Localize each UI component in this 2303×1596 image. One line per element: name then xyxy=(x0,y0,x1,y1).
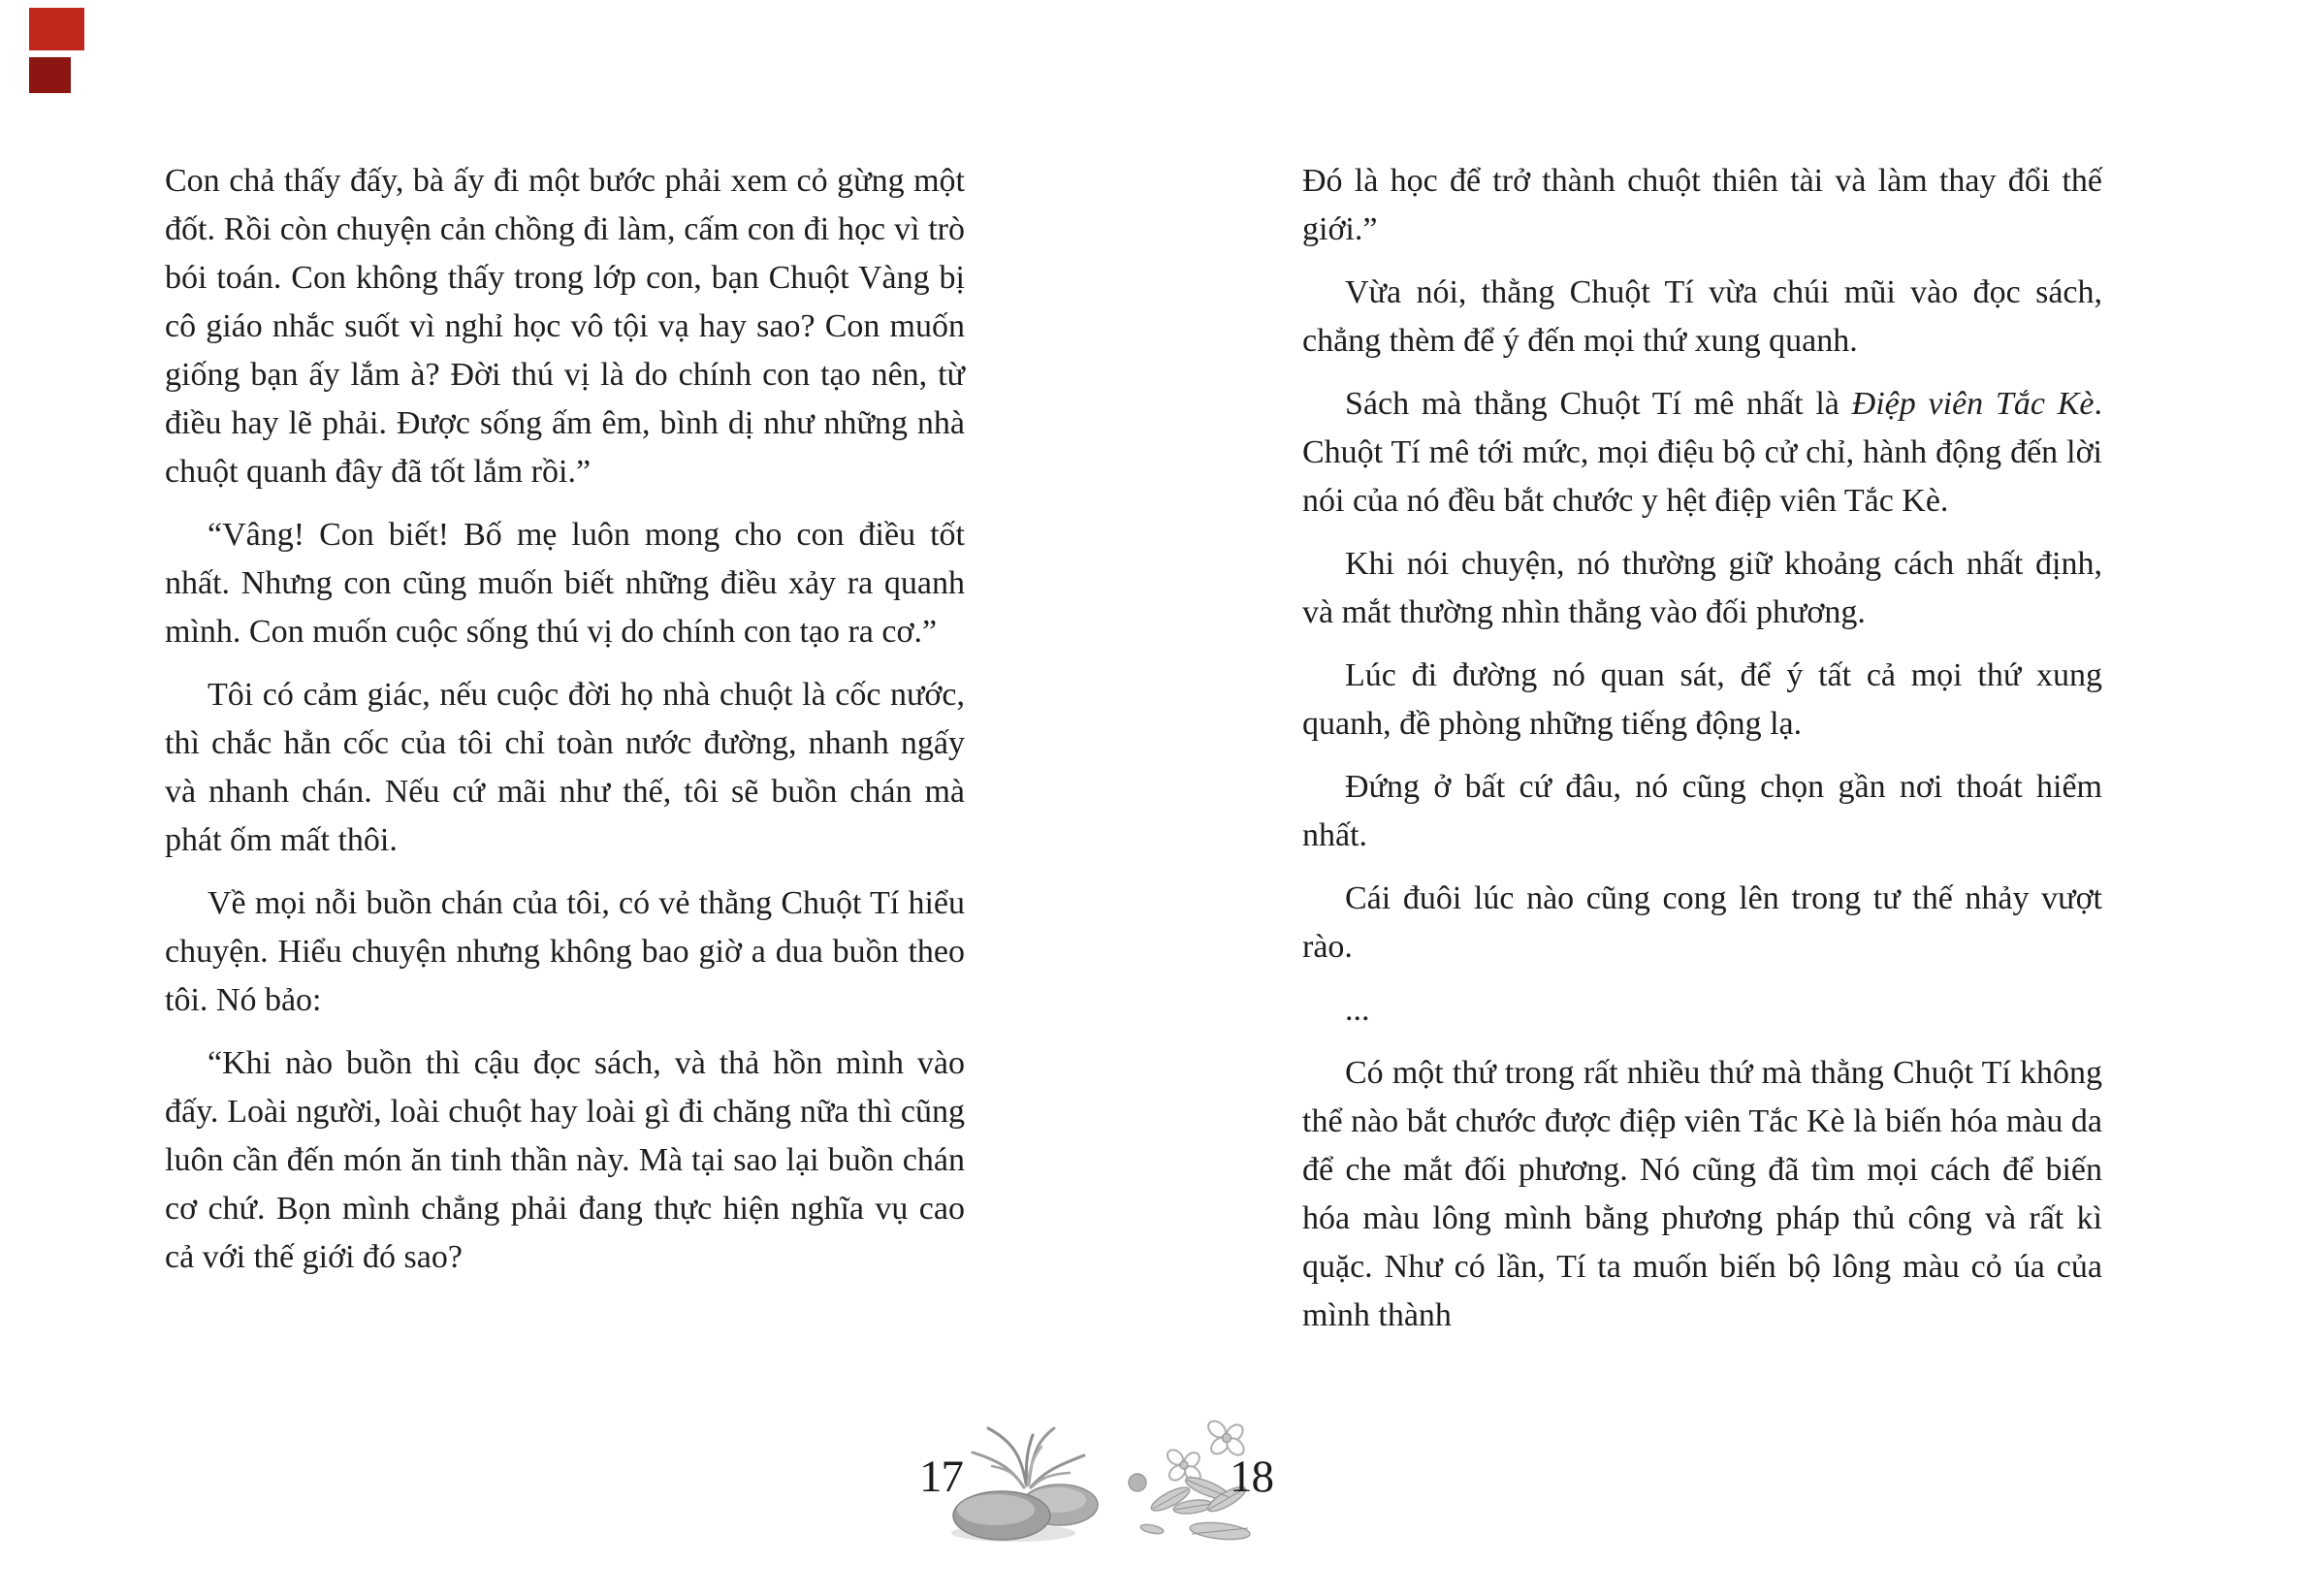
paragraph xyxy=(1302,540,2102,637)
text-run: Về mọi nỗi buồn chán của tôi, có vẻ thằng Chuột Tí hiểu chuyện. Hiểu chuyện nhưng không bao giờ a dua buồn theo tôi. Nó bảo: xyxy=(165,885,965,1018)
paragraph xyxy=(1302,875,2102,972)
book-title-italic: Điệp viên Tắc Kè xyxy=(1851,386,2095,422)
text-run: Cái đuôi lúc nào cũng cong lên trong tư thế nhảy vượt rào. xyxy=(1302,880,2102,965)
paragraph xyxy=(165,511,965,656)
text-run: Có một thứ trong rất nhiều thứ mà thằng Chuột Tí không thể nào bắt chước được điệp viên Tắc Kè là biến hóa màu da để che mắt đối phương. Nó cũng đã tìm mọi cách để biến hóa màu lông mình bằng phương pháp thủ công và rất kì quặc. Như có lần, Tí ta muốn biến bộ lông màu cỏ úa của mình thành xyxy=(1302,1055,2102,1333)
text-run: “Khi nào buồn thì cậu đọc sách, và thả hồn mình vào đấy. Loài người, loài chuột hay loài gì đi chăng nữa thì cũng luôn cần đến món ăn tinh thần này. Mà tại sao lại buồn chán cơ chứ. Bọn mình chẳng phải đang thực hiện nghĩa vụ cao cả với thế giới đó sao? xyxy=(165,1045,965,1275)
paragraph xyxy=(165,671,965,865)
grass-stones-illustration xyxy=(944,1423,1108,1545)
paragraph xyxy=(1302,380,2102,526)
paragraph xyxy=(165,879,965,1025)
paragraph xyxy=(1302,1049,2102,1340)
paragraph xyxy=(1302,986,2102,1035)
text-run: Con chả thấy đấy, bà ấy đi một bước phải xem cỏ gừng một đốt. Rồi còn chuyện cản chồng đi làm, cấm con đi học vì trò bói toán. Con không thấy trong lớp con, bạn Chuột Vàng bị cô giáo nhắc suốt vì nghỉ học vô tội vạ hay sao? Con muốn giống bạn ấy lắm à? Đời thú vị là do chính con tạo nên, từ điều hay lẽ phải. Được sống ấm êm, bình dị như những nhà chuột quanh đây đã tốt lắm rồi.” xyxy=(165,163,965,490)
paragraph xyxy=(165,1039,965,1282)
text-run: Sách mà thằng Chuột Tí mê nhất là xyxy=(1345,386,1852,422)
page-17-text-column xyxy=(165,157,965,1296)
text-run: Khi nói chuyện, nó thường giữ khoảng cách nhất định, và mắt thường nhìn thẳng vào đối phương. xyxy=(1302,546,2102,630)
text-run: Tôi có cảm giác, nếu cuộc đời họ nhà chuột là cốc nước, thì chắc hẳn cốc của tôi chỉ toàn nước đường, nhanh ngấy và nhanh chán. Nếu cứ mãi như thế, tôi sẽ buồn chán mà phát ốm mất thôi. xyxy=(165,677,965,858)
page-number-17: 17 xyxy=(919,1452,963,1502)
red-square-mark-2 xyxy=(29,57,71,93)
red-square-mark-1 xyxy=(29,8,84,50)
text-run: Vừa nói, thằng Chuột Tí vừa chúi mũi vào đọc sách, chẳng thèm để ý đến mọi thứ xung quanh. xyxy=(1302,274,2102,359)
text-run: Lúc đi đường nó quan sát, để ý tất cả mọi thứ xung quanh, đề phòng những tiếng động lạ. xyxy=(1302,657,2102,742)
paragraph xyxy=(165,157,965,496)
text-run: ... xyxy=(1345,992,1370,1028)
paragraph xyxy=(1302,269,2102,366)
paragraph xyxy=(1302,652,2102,749)
page-18-text-column xyxy=(1302,157,2102,1355)
text-run: Đứng ở bất cứ đâu, nó cũng chọn gần nơi thoát hiểm nhất. xyxy=(1302,769,2102,853)
page-number-18: 18 xyxy=(1230,1452,1273,1502)
text-run: “Vâng! Con biết! Bố mẹ luôn mong cho con điều tốt nhất. Nhưng con cũng muốn biết những điều xảy ra quanh mình. Con muốn cuộc sống thú vị do chính con tạo ra cơ.” xyxy=(165,517,965,650)
paragraph xyxy=(1302,157,2102,254)
text-run: Đó là học để trở thành chuột thiên tài và làm thay đổi thế giới.” xyxy=(1302,163,2102,247)
paragraph xyxy=(1302,763,2102,860)
text-run: . Chuột Tí mê tới mức, mọi điệu bộ cử chỉ, hành động đến lời nói của nó đều bắt chước y hệt điệp viên Tắc Kè. xyxy=(1302,386,2102,519)
